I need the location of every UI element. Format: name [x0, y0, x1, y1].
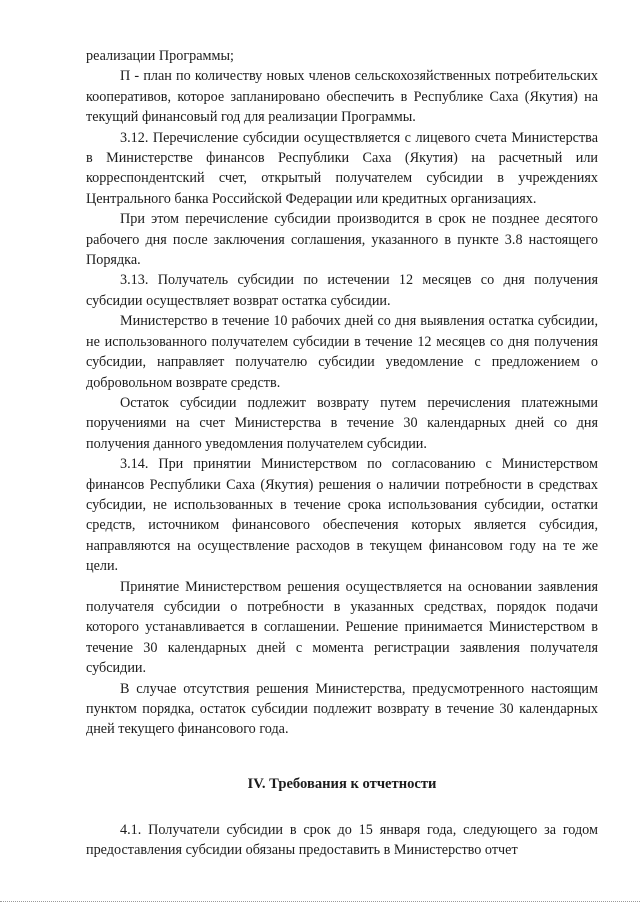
- paragraph-ministry-notice: Министерство в течение 10 рабочих дней со дня выявления остатка субсидии, не использованного получателем субсидии в течение 12 месяцев со дня получения субсидии, направляет получателю субсидии уведомление с предложением о добровольном возврате средств.: [86, 313, 598, 391]
- paragraph-transfer-deadline: При этом перечисление субсидии производится в срок не позднее десятого рабочего дня после заключения соглашения, указанного в пункте 3.8 настоящего Порядка.: [86, 211, 598, 269]
- paragraph-plan-definition: П - план по количеству новых членов сельскохозяйственных потребительских кооперативов, которое запланировано обеспечить в Республике Саха (Якутия) на текущий финансовый год для реализации Программы.: [86, 68, 598, 126]
- paragraph-3-12: 3.12. Перечисление субсидии осуществляется с лицевого счета Министерства в Министерстве финансов Республики Саха (Якутия) на расчетный или корреспондентский счет, открытый получателем субсидии в учреждениях Центрального банка Российской Федерации или кредитных организациях.: [86, 129, 598, 207]
- paragraph-no-decision: В случае отсутствия решения Министерства, предусмотренного настоящим пунктом порядка, остаток субсидии подлежит возврату в течение 30 календарных дней текущего финансового года.: [86, 680, 598, 738]
- bottom-dotted-rule: [0, 901, 640, 902]
- paragraph-remainder-return: Остаток субсидии подлежит возврату путем перечисления платежными поручениями на счет Министерства в течение 30 календарных дней со дня получения данного уведомления получателем субсидии.: [86, 394, 598, 452]
- paragraph-4-1: 4.1. Получатели субсидии в срок до 15 января года, следующего за годом предоставления субсидии обязаны предоставить в Министерство отчет: [86, 821, 598, 859]
- paragraph-decision: Принятие Министерством решения осуществляется на основании заявления получателя субсидии о потребности в указанных средствах, порядок подачи которого устанавливается в соглашении. Решение принимается Министерством в течение 30 календарных дней с момента регистрации заявления получателя субсидии.: [86, 578, 598, 677]
- paragraph-3-13: 3.13. Получатель субсидии по истечении 12 месяцев со дня получения субсидии осуществляет возврат остатка субсидии.: [86, 272, 598, 309]
- section-heading: IV. Требования к отчетности: [247, 775, 437, 792]
- paragraph-continuation: реализации Программы;: [86, 48, 234, 64]
- paragraph-3-14: 3.14. При принятии Министерством по согласованию с Министерством финансов Республики Саха (Якутия) решения о наличии потребности в средствах субсидии, не использованных в течение срока использования субсидии, остатки средств, источником финансового обеспечения которых является субсидия, направляются на осуществление расходов в текущем финансовом году на те же цели.: [86, 456, 598, 575]
